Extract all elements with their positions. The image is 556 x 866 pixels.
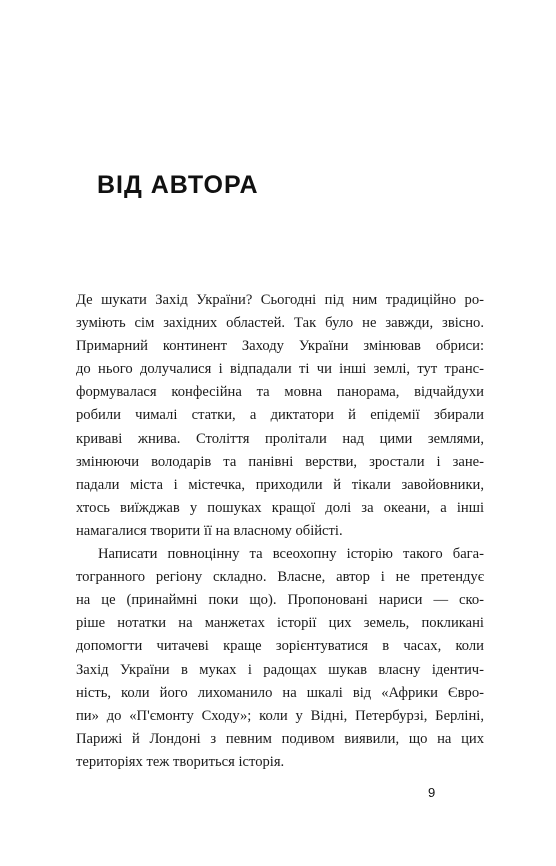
page-number: 9 bbox=[428, 785, 436, 800]
text-line: до нього долучалися і відпадали ті чи інші землі, тут транс- bbox=[76, 361, 484, 378]
text-line: формувалася конфесійна та мовна панорама, відчайдухи bbox=[76, 384, 484, 401]
text-line: падали міста і містечка, приходили й тікали завойовники, bbox=[76, 476, 484, 493]
text-line: Примарний континент Заходу України змінював обриси: bbox=[76, 338, 484, 355]
text-line: зуміють сім західних областей. Так було не завжди, звісно. bbox=[76, 315, 484, 332]
text-line: територіях теж твориться історія. bbox=[76, 753, 285, 770]
text-line: ріше нотатки на манжетах історії цих земель, покликані bbox=[76, 615, 484, 632]
text-line: тогранного регіону складно. Власне, автор і не претендує bbox=[76, 569, 484, 586]
text-line: змінюючи володарів та панівні верстви, зростали і зане- bbox=[76, 453, 484, 470]
text-line: Де шукати Захід України? Сьогодні під ним традиційно ро- bbox=[76, 292, 484, 308]
text-line: намагалися творити її на власному обійсті. bbox=[76, 522, 343, 539]
text-line: на це (принаймні поки що). Пропоновані нариси — ско- bbox=[76, 592, 484, 609]
text-line: допомогти читачеві краще зорієнтуватися в часах, коли bbox=[76, 638, 484, 655]
chapter-title: ВІД АВТОРА bbox=[97, 171, 259, 199]
text-line: криваві жнива. Століття пролітали над цими землями, bbox=[76, 430, 484, 447]
text-line: Написати повноцінну та всеохопну історію такого бага- bbox=[98, 546, 484, 563]
text-line: Парижі й Лондоні з певним подивом виявили, що на цих bbox=[76, 730, 484, 747]
text-line: пи» до «П'ємонту Сходу»; коли у Відні, Петербурзі, Берліні, bbox=[76, 707, 484, 724]
text-line: Захід України в муках і радощах шукав власну ідентич- bbox=[76, 661, 484, 678]
paragraph bbox=[76, 543, 484, 774]
text-line: робили чималі статки, а диктатори й епідемії збирали bbox=[76, 407, 484, 424]
body-text bbox=[76, 289, 484, 774]
paragraph bbox=[76, 289, 484, 543]
text-line: ність, коли його лихоманило на шкалі від «Африки Євро- bbox=[76, 684, 484, 701]
text-line: хтось виїжджав у пошуках кращої долі за океани, а інші bbox=[76, 499, 484, 516]
